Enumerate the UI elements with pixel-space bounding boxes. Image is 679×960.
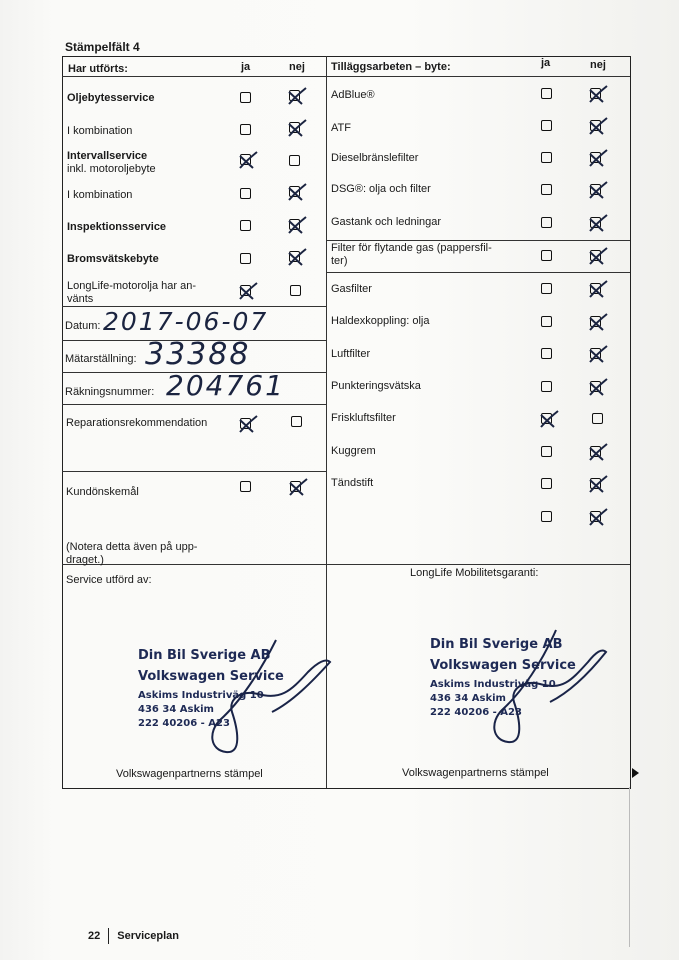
checkbox-ja[interactable]: [541, 250, 552, 261]
checkbox-nej[interactable]: [289, 219, 300, 230]
matar-value: 33388: [145, 337, 251, 372]
row-label: Bromsvätskebyte: [67, 253, 159, 265]
checkmark-icon: [538, 409, 560, 429]
checkbox-nej[interactable]: [590, 152, 601, 163]
checkbox-nej[interactable]: [290, 285, 301, 296]
note-line1: (Notera detta även på upp-: [66, 541, 198, 553]
right-header-label: Tilläggsarbeten – byte:: [331, 61, 451, 73]
checkmark-icon: [286, 86, 308, 106]
continue-arrow-icon: [632, 768, 639, 778]
row-label: Gastank och ledningar: [331, 216, 442, 228]
checkbox-ja[interactable]: [541, 217, 552, 228]
row-label: Inspektionsservice: [67, 221, 167, 233]
checkmark-icon: [587, 474, 609, 494]
checkbox-ja[interactable]: [240, 124, 251, 135]
kund-label: Kundönskemål: [66, 486, 139, 498]
section-name: Serviceplan: [117, 929, 180, 942]
left-header-label: Har utförts:: [68, 63, 128, 75]
checkmark-icon: [587, 279, 609, 299]
checkbox-nej[interactable]: [289, 251, 300, 262]
checkmark-icon: [286, 118, 308, 138]
rakning-label: Räkningsnummer:: [65, 386, 155, 398]
checkbox-ja[interactable]: [541, 152, 552, 163]
checkbox-ja[interactable]: [240, 285, 251, 296]
checkbox-nej[interactable]: [590, 250, 601, 261]
checkmark-icon: [237, 414, 259, 434]
header-rule: [62, 76, 630, 77]
rakning-value: 204761: [166, 369, 285, 402]
checkbox-ja[interactable]: [240, 220, 251, 231]
row-sublabel: vänts: [67, 293, 94, 305]
checkmark-icon: [237, 150, 259, 170]
checkmark-icon: [587, 377, 609, 397]
stamp-code: 222 40206 - A23: [430, 707, 522, 718]
signature-left: [180, 632, 340, 762]
checkbox-nej[interactable]: [590, 348, 601, 359]
checkbox-nej[interactable]: [590, 120, 601, 131]
row-label: I kombination: [67, 125, 133, 137]
row-label: Tändstift: [331, 477, 374, 489]
checkmark-icon: [286, 182, 308, 202]
checkmark-icon: [286, 215, 308, 235]
stamp-company: Din Bil Sverige AB: [430, 637, 563, 652]
row-label: Kuggrem: [331, 445, 376, 457]
rule: [62, 404, 326, 405]
rule: [62, 471, 326, 472]
checkbox-ja[interactable]: [541, 283, 552, 294]
row-label: Oljebytesservice: [67, 92, 155, 104]
row-label: Gasfilter: [331, 283, 372, 295]
checkmark-icon: [587, 180, 609, 200]
row-label: Filter för flytande gas (pappersfil-: [331, 242, 492, 254]
checkbox-nej[interactable]: [592, 413, 603, 424]
checkmark-icon: [587, 148, 609, 168]
checkmark-icon: [237, 281, 259, 301]
checkmark-icon: [287, 477, 309, 497]
checkbox-ja[interactable]: [240, 253, 251, 264]
checkbox-ja[interactable]: [240, 188, 251, 199]
row-sublabel: ter): [331, 255, 348, 267]
checkbox-nej[interactable]: [590, 217, 601, 228]
checkbox-ja[interactable]: [541, 446, 552, 457]
note-line2: draget.): [66, 554, 104, 566]
page-title: Stämpelfält 4: [65, 40, 140, 54]
rule: [62, 564, 630, 565]
checkbox-nej[interactable]: [590, 184, 601, 195]
checkbox-nej[interactable]: [590, 381, 601, 392]
checkbox-ja[interactable]: [541, 348, 552, 359]
checkmark-icon: [587, 344, 609, 364]
checkbox-nej[interactable]: [590, 316, 601, 327]
datum-value: 2017-06-07: [103, 307, 269, 336]
stamp-service: Volkswagen Service: [430, 658, 576, 673]
row-sublabel: inkl. motoroljebyte: [67, 163, 156, 175]
left-header-nej: nej: [289, 61, 305, 73]
checkbox-ja[interactable]: [541, 413, 552, 424]
rule: [326, 272, 630, 273]
checkmark-icon: [587, 246, 609, 266]
checkbox-nej[interactable]: [590, 88, 601, 99]
checkbox-nej[interactable]: [590, 478, 601, 489]
stamp-postal: 436 34 Askim: [430, 693, 506, 704]
right-header-nej: nej: [590, 59, 606, 71]
checkbox-nej[interactable]: [289, 122, 300, 133]
checkmark-icon: [587, 312, 609, 332]
checkbox-ja[interactable]: [541, 120, 552, 131]
row-label: AdBlue®: [331, 89, 375, 101]
matar-label: Mätarställning:: [65, 353, 137, 365]
checkmark-icon: [286, 247, 308, 267]
signature-right: [470, 622, 630, 752]
row-label: LongLife-motorolja har an-: [67, 280, 197, 292]
stamp-company: Din Bil Sverige AB: [138, 648, 271, 663]
row-label: Intervallservice: [67, 150, 148, 162]
stamp-address: Askims Industriväg 10: [430, 679, 556, 690]
row-label: Punkteringsvätska: [331, 380, 421, 392]
checkbox-ja[interactable]: [541, 381, 552, 392]
checkbox-nej[interactable]: [290, 481, 301, 492]
checkbox-ja[interactable]: [541, 88, 552, 99]
service-by-label: Service utförd av:: [66, 574, 152, 586]
checkmark-icon: [587, 116, 609, 136]
checkbox-ja[interactable]: [240, 418, 251, 429]
stamp-caption-right: Volkswagenpartnerns stämpel: [402, 767, 549, 779]
checkbox-nej[interactable]: [289, 155, 300, 166]
row-label: Dieselbränslefilter: [331, 152, 419, 164]
stamp-caption-left: Volkswagenpartnerns stämpel: [116, 768, 263, 780]
page-edge: [629, 787, 630, 947]
checkmark-icon: [587, 84, 609, 104]
checkbox-ja[interactable]: [541, 478, 552, 489]
checkbox-ja[interactable]: [541, 184, 552, 195]
reparation-label: Reparationsrekommendation: [66, 417, 208, 429]
datum-label: Datum:: [65, 320, 101, 332]
page-footer: [88, 928, 179, 944]
left-header-ja: ja: [241, 61, 251, 73]
stamp-service: Volkswagen Service: [138, 669, 284, 684]
checkbox-nej[interactable]: [590, 511, 601, 522]
row-label: ATF: [331, 122, 351, 134]
checkbox-nej[interactable]: [590, 283, 601, 294]
row-label: Haldexkoppling: olja: [331, 315, 430, 327]
row-label: Friskluftsfilter: [331, 412, 396, 424]
checkbox-nej[interactable]: [291, 416, 302, 427]
checkmark-icon: [587, 507, 609, 527]
checkmark-icon: [587, 442, 609, 462]
page-number: 22: [88, 929, 101, 942]
longlife-label: LongLife Mobilitetsgaranti:: [410, 567, 539, 579]
checkbox-ja[interactable]: [541, 511, 552, 522]
right-header-ja: ja: [541, 57, 551, 69]
stamp-address: Askims Industriväg 10: [138, 690, 264, 701]
row-label: Luftfilter: [331, 348, 371, 360]
stamp-code: 222 40206 - A23: [138, 718, 230, 729]
row-label: I kombination: [67, 189, 133, 201]
checkbox-nej[interactable]: [590, 446, 601, 457]
stamp-postal: 436 34 Askim: [138, 704, 214, 715]
row-label: DSG®: olja och filter: [331, 183, 431, 195]
checkbox-ja[interactable]: [240, 92, 251, 103]
checkbox-ja[interactable]: [240, 481, 251, 492]
checkbox-ja[interactable]: [240, 154, 251, 165]
checkbox-nej[interactable]: [289, 186, 300, 197]
rule: [326, 240, 630, 241]
checkmark-icon: [587, 213, 609, 233]
checkbox-nej[interactable]: [289, 90, 300, 101]
checkbox-ja[interactable]: [541, 316, 552, 327]
